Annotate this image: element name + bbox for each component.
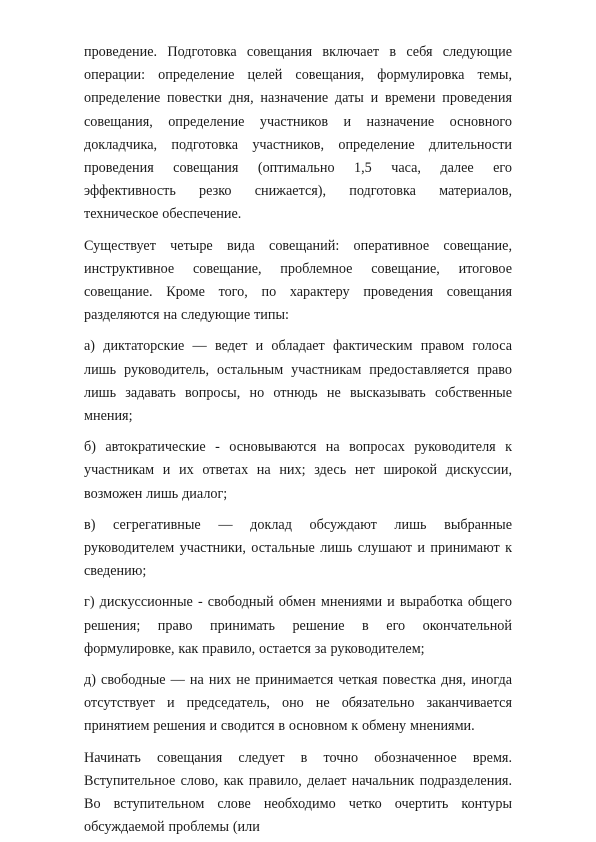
paragraph-meeting-preparation: проведение. Подготовка совещания включает в себя следующие операции: определение целей совещания, формулировка темы, определение повестки дня, назначение даты и времени проведения совещания, определение участников и назначение основного докладчика, подготовка участников, определение длительности проведения совещания (оптимально 1,5 часа, далее его эффективность резко снижается), подготовка материалов, техническое обеспечение.	[84, 44, 512, 223]
list-item-free: д) свободные — на них не принимается четкая повестка дня, иногда отсутствует и председатель, оно не обязательно заканчивается принятием решения и сводится в основном к обмену мнениями.	[84, 672, 512, 735]
paragraph-meeting-kinds: Существует четыре вида совещаний: оперативное совещание, инструктивное совещание, проблемное совещание, итоговое совещание. Кроме того, по характеру проведения совещания разделяются на следующие типы:	[84, 237, 512, 324]
list-item-segregative: в) сегрегативные — доклад обсуждают лишь выбранные руководителем участники, остальные лишь слушают и принимают к сведению;	[84, 516, 512, 580]
paragraph-meeting-start: Начинать совещания следует в точно обозначенное время. Вступительное слово, как правило, делает начальник подразделения. Во вступительном слове необходимо четко очертить контуры обсуждаемой проблемы (или	[84, 749, 512, 836]
list-item-dictatorial: а) диктаторские — ведет и обладает фактическим правом голоса лишь руководитель, остальным участникам предоставляется право лишь задавать вопросы, но отнюдь не высказывать собственные мнения;	[84, 338, 512, 425]
list-item-discussion: г) дискуссионные - свободный обмен мнениями и выработка общего решения; право принимать решение в его окончательной формулировке, как правило, остается за руководителем;	[84, 594, 512, 657]
list-item-autocratic: б) автократические - основываются на вопросах руководителя к участникам и их ответах на них; здесь нет широкой дискуссии, возможен лишь диалог;	[84, 439, 512, 502]
document-page	[84, 41, 512, 836]
